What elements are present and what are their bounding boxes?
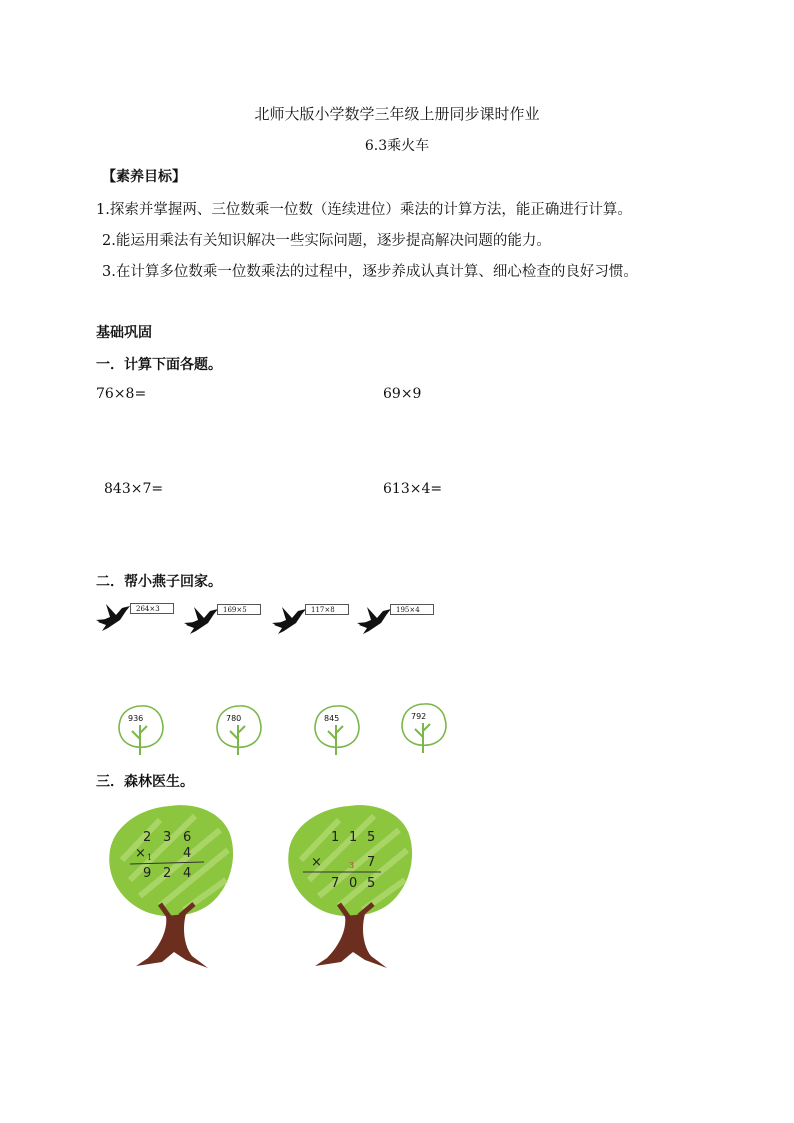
bird-2[interactable] (184, 603, 274, 637)
top-digit: 1 (331, 830, 340, 845)
q1-problem-2: 69×9 (383, 386, 422, 402)
bird-4[interactable] (357, 603, 447, 637)
multiplier-digit: 7 (367, 855, 376, 870)
carry-digit: 1 (147, 853, 153, 862)
result-digit: 9 (143, 866, 152, 881)
top-digit: 3 (163, 830, 172, 845)
multiplier-digit: 4 (183, 846, 192, 861)
top-digit: 5 (367, 830, 376, 845)
bird-expression: 117×8 (305, 604, 349, 615)
big-tree-icon (100, 800, 240, 972)
q1-heading: 一．计算下面各题。 (96, 357, 222, 373)
tree-number: 780 (226, 714, 242, 723)
q3-heading: 三．森林医生。 (96, 774, 194, 790)
tree-icon (116, 703, 166, 757)
section-basic-heading: 基础巩固 (96, 325, 152, 341)
page-title: 北师大版小学数学三年级上册同步课时作业 (254, 105, 540, 123)
q2-heading: 二．帮小燕子回家。 (96, 574, 222, 590)
carry-digit: 3 (349, 861, 355, 870)
times-sign: × (311, 855, 322, 870)
small-tree-2[interactable] (214, 703, 264, 757)
bird-1[interactable] (96, 600, 186, 634)
result-digit: 2 (163, 866, 172, 881)
tree-icon (214, 703, 264, 757)
times-sign: × (135, 846, 146, 861)
q1-problem-3: 843×7= (104, 481, 164, 497)
small-tree-4[interactable] (399, 701, 449, 755)
goals-heading: 【素养目标】 (102, 169, 186, 185)
bird-expression: 264×3 (130, 603, 174, 614)
tree-number: 792 (411, 712, 427, 721)
tree-number: 845 (324, 714, 340, 723)
q1-problem-1: 76×8= (96, 386, 147, 402)
small-tree-3[interactable] (312, 703, 362, 757)
tree-icon (312, 703, 362, 757)
bird-expression: 169×5 (217, 604, 261, 615)
goal-item-3: 3.在计算多位数乘一位数乘法的过程中，逐步养成认真计算、细心检查的良好习惯。 (102, 264, 638, 280)
tree-icon (399, 701, 449, 755)
result-digit: 0 (349, 876, 358, 891)
doctor-tree-2 (279, 800, 419, 972)
result-digit: 7 (331, 876, 340, 891)
top-digit: 1 (349, 830, 358, 845)
goal-item-2: 2.能运用乘法有关知识解决一些实际问题，逐步提高解决问题的能力。 (102, 233, 551, 249)
result-digit: 5 (367, 876, 376, 891)
top-digit: 2 (143, 830, 152, 845)
lesson-subtitle: 6.3乘火车 (364, 138, 430, 154)
top-digit: 6 (183, 830, 192, 845)
tree-number: 936 (128, 714, 144, 723)
q1-problem-4: 613×4= (383, 481, 443, 497)
result-digit: 4 (183, 866, 192, 881)
goal-item-1: 1.探索并掌握两、三位数乘一位数（连续进位）乘法的计算方法，能正确进行计算。 (96, 202, 632, 218)
bird-expression: 195×4 (390, 604, 434, 615)
small-tree-1[interactable] (116, 703, 166, 757)
doctor-tree-1 (100, 800, 240, 972)
bird-3[interactable] (272, 603, 362, 637)
